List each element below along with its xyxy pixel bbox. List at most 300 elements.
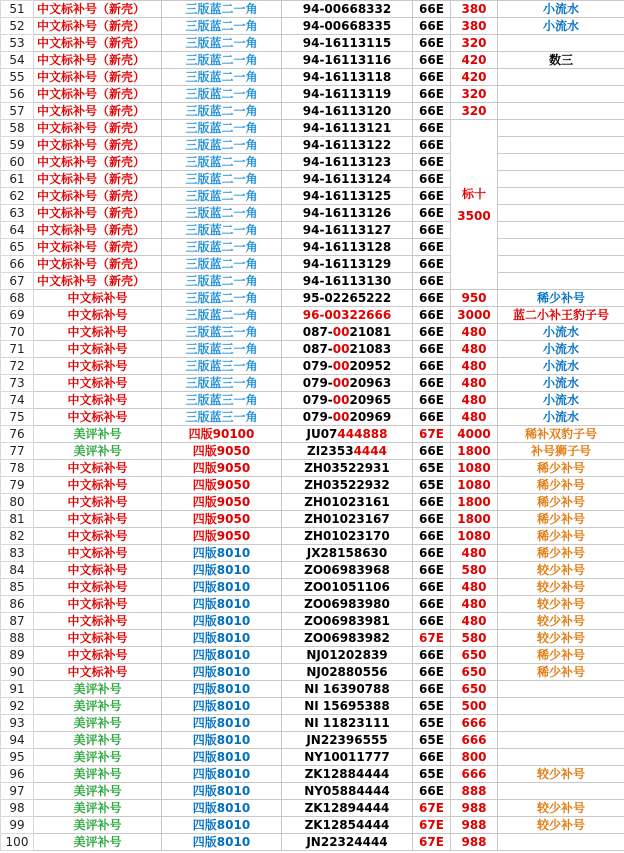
note-cell	[498, 120, 624, 137]
category-cell: 中文标补号	[34, 528, 162, 545]
serial-number-cell: NJ01202839	[282, 647, 413, 664]
price-cell: 650	[451, 681, 498, 698]
table-row	[1, 494, 624, 511]
edition-cell: 四版8010	[162, 715, 282, 732]
grade-cell: 65E	[413, 698, 451, 715]
edition-cell: 三版蓝二一角	[162, 35, 282, 52]
price-cell: 480	[451, 358, 498, 375]
serial-number-cell: ZK12884444	[282, 766, 413, 783]
edition-cell: 四版9050	[162, 511, 282, 528]
merged-price-value: 3500	[457, 208, 491, 223]
category-cell: 美评补号	[34, 732, 162, 749]
note-cell: 稀少补号	[498, 460, 624, 477]
serial-number-cell: JX28158630	[282, 545, 413, 562]
note-cell: 较少补号	[498, 562, 624, 579]
note-cell	[498, 188, 624, 205]
row-number-cell: 98	[1, 800, 34, 817]
category-cell: 中文标补号	[34, 630, 162, 647]
note-cell: 稀少补号	[498, 545, 624, 562]
row-number-cell: 59	[1, 137, 34, 154]
note-cell: 稀少补号	[498, 664, 624, 681]
serial-number-cell: ZO06983981	[282, 613, 413, 630]
category-cell: 中文标补号	[34, 494, 162, 511]
note-cell: 小流水	[498, 18, 624, 35]
table-row	[1, 477, 624, 494]
category-cell: 中文标补号（新壳）	[34, 120, 162, 137]
price-cell: 1800	[451, 494, 498, 511]
grade-cell: 66E	[413, 749, 451, 766]
serial-number-cell: ZO06983982	[282, 630, 413, 647]
table-row	[1, 324, 624, 341]
table-row	[1, 137, 624, 154]
grade-cell: 66E	[413, 103, 451, 120]
note-cell	[498, 171, 624, 188]
grade-cell: 66E	[413, 613, 451, 630]
serial-number-cell: ZK12894444	[282, 800, 413, 817]
table-row	[1, 103, 624, 120]
edition-cell: 四版8010	[162, 749, 282, 766]
grade-cell: 66E	[413, 307, 451, 324]
row-number-cell: 92	[1, 698, 34, 715]
grade-cell: 66E	[413, 596, 451, 613]
table-row	[1, 171, 624, 188]
price-cell: 950	[451, 290, 498, 307]
edition-cell: 三版蓝二一角	[162, 120, 282, 137]
price-cell: 480	[451, 375, 498, 392]
note-cell: 稀少补号	[498, 511, 624, 528]
table-row	[1, 52, 624, 69]
price-cell: 480	[451, 341, 498, 358]
serial-number-cell: NI 11823111	[282, 715, 413, 732]
price-cell: 650	[451, 664, 498, 681]
edition-cell: 四版8010	[162, 596, 282, 613]
serial-number-cell: ZI23534444	[282, 443, 413, 460]
note-cell: 较少补号	[498, 579, 624, 596]
note-cell	[498, 205, 624, 222]
edition-cell: 四版8010	[162, 783, 282, 800]
note-cell	[498, 222, 624, 239]
grade-cell: 65E	[413, 732, 451, 749]
edition-cell: 三版蓝二一角	[162, 290, 282, 307]
serial-number-cell: 94-16113119	[282, 86, 413, 103]
grade-cell: 66E	[413, 324, 451, 341]
table-row	[1, 358, 624, 375]
row-number-cell: 88	[1, 630, 34, 647]
serial-number-cell: NI 15695388	[282, 698, 413, 715]
edition-cell: 三版蓝二一角	[162, 69, 282, 86]
row-number-cell: 74	[1, 392, 34, 409]
note-cell: 小流水	[498, 324, 624, 341]
edition-cell: 四版8010	[162, 732, 282, 749]
table-row	[1, 35, 624, 52]
grade-cell: 66E	[413, 1, 451, 18]
edition-cell: 三版蓝二一角	[162, 307, 282, 324]
price-cell: 988	[451, 834, 498, 851]
table-row	[1, 800, 624, 817]
category-cell: 中文标补号	[34, 647, 162, 664]
serial-number-cell: 94-16113120	[282, 103, 413, 120]
row-number-cell: 95	[1, 749, 34, 766]
price-cell: 1800	[451, 443, 498, 460]
row-number-cell: 87	[1, 613, 34, 630]
edition-cell: 三版蓝三一角	[162, 358, 282, 375]
note-cell	[498, 35, 624, 52]
serial-number-cell: 94-16113122	[282, 137, 413, 154]
category-cell: 中文标补号	[34, 341, 162, 358]
row-number-cell: 55	[1, 69, 34, 86]
note-cell: 稀补双豹子号	[498, 426, 624, 443]
note-cell	[498, 732, 624, 749]
note-cell	[498, 239, 624, 256]
category-cell: 中文标补号	[34, 358, 162, 375]
price-cell: 480	[451, 324, 498, 341]
grade-cell: 66E	[413, 562, 451, 579]
row-number-cell: 96	[1, 766, 34, 783]
edition-cell: 三版蓝三一角	[162, 409, 282, 426]
row-number-cell: 84	[1, 562, 34, 579]
category-cell: 美评补号	[34, 698, 162, 715]
row-number-cell: 89	[1, 647, 34, 664]
row-number-cell: 77	[1, 443, 34, 460]
grade-cell: 66E	[413, 171, 451, 188]
edition-cell: 三版蓝三一角	[162, 392, 282, 409]
category-cell: 中文标补号（新壳）	[34, 18, 162, 35]
price-cell: 3000	[451, 307, 498, 324]
edition-cell: 四版8010	[162, 647, 282, 664]
edition-cell: 四版9050	[162, 477, 282, 494]
edition-cell: 四版9050	[162, 460, 282, 477]
table-row	[1, 766, 624, 783]
edition-cell: 三版蓝二一角	[162, 205, 282, 222]
merged-price-label: 标十	[461, 186, 486, 201]
table-row	[1, 426, 624, 443]
category-cell: 中文标补号	[34, 579, 162, 596]
category-cell: 中文标补号（新壳）	[34, 1, 162, 18]
table-row	[1, 817, 624, 834]
category-cell: 中文标补号（新壳）	[34, 256, 162, 273]
grade-cell: 65E	[413, 477, 451, 494]
price-cell: 988	[451, 800, 498, 817]
grade-cell: 65E	[413, 715, 451, 732]
table-row	[1, 715, 624, 732]
edition-cell: 三版蓝三一角	[162, 341, 282, 358]
table-row	[1, 86, 624, 103]
grade-cell: 67E	[413, 630, 451, 647]
merged-price-cell	[451, 120, 498, 290]
edition-cell: 四版8010	[162, 630, 282, 647]
category-cell: 美评补号	[34, 783, 162, 800]
price-cell: 420	[451, 69, 498, 86]
table-row	[1, 834, 624, 851]
grade-cell: 66E	[413, 222, 451, 239]
table-row	[1, 749, 624, 766]
note-cell	[498, 698, 624, 715]
row-number-cell: 54	[1, 52, 34, 69]
serial-number-cell: 95-02265222	[282, 290, 413, 307]
serial-number-cell: 94-16113123	[282, 154, 413, 171]
note-cell: 较少补号	[498, 766, 624, 783]
note-cell: 稀少补号	[498, 494, 624, 511]
table-row	[1, 256, 624, 273]
category-cell: 中文标补号	[34, 307, 162, 324]
category-cell: 美评补号	[34, 817, 162, 834]
row-number-cell: 78	[1, 460, 34, 477]
table-row	[1, 392, 624, 409]
category-cell: 中文标补号	[34, 392, 162, 409]
serial-number-cell: JN22396555	[282, 732, 413, 749]
serial-number-cell: ZH01023167	[282, 511, 413, 528]
row-number-cell: 67	[1, 273, 34, 290]
grade-cell: 66E	[413, 69, 451, 86]
category-cell: 中文标补号（新壳）	[34, 171, 162, 188]
table-row	[1, 205, 624, 222]
edition-cell: 三版蓝二一角	[162, 256, 282, 273]
table-row	[1, 375, 624, 392]
note-cell	[498, 783, 624, 800]
row-number-cell: 94	[1, 732, 34, 749]
category-cell: 美评补号	[34, 715, 162, 732]
serial-number-cell: NY05884444	[282, 783, 413, 800]
row-number-cell: 60	[1, 154, 34, 171]
category-cell: 中文标补号（新壳）	[34, 154, 162, 171]
price-cell: 800	[451, 749, 498, 766]
category-cell: 中文标补号	[34, 545, 162, 562]
table-row	[1, 596, 624, 613]
edition-cell: 四版8010	[162, 579, 282, 596]
table-row	[1, 120, 624, 137]
serial-number-cell: 94-16113127	[282, 222, 413, 239]
table-body	[1, 1, 624, 851]
grade-cell: 66E	[413, 86, 451, 103]
serial-number-cell: ZO01051106	[282, 579, 413, 596]
grade-cell: 66E	[413, 273, 451, 290]
grade-cell: 67E	[413, 817, 451, 834]
price-cell: 320	[451, 86, 498, 103]
grade-cell: 66E	[413, 137, 451, 154]
row-number-cell: 100	[1, 834, 34, 851]
category-cell: 中文标补号	[34, 290, 162, 307]
edition-cell: 三版蓝二一角	[162, 222, 282, 239]
table-row	[1, 647, 624, 664]
edition-cell: 四版8010	[162, 834, 282, 851]
category-cell: 中文标补号	[34, 596, 162, 613]
edition-cell: 三版蓝二一角	[162, 171, 282, 188]
serial-number-cell: ZO06983968	[282, 562, 413, 579]
row-number-cell: 73	[1, 375, 34, 392]
grade-cell: 67E	[413, 800, 451, 817]
grade-cell: 66E	[413, 341, 451, 358]
grade-cell: 66E	[413, 409, 451, 426]
serial-number-cell: NI 16390788	[282, 681, 413, 698]
serial-number-cell: 087-0021083	[282, 341, 413, 358]
category-cell: 中文标补号（新壳）	[34, 103, 162, 120]
grade-cell: 66E	[413, 35, 451, 52]
table-row	[1, 409, 624, 426]
edition-cell: 四版9050	[162, 528, 282, 545]
serial-number-cell: NY10011777	[282, 749, 413, 766]
row-number-cell: 68	[1, 290, 34, 307]
price-cell: 380	[451, 18, 498, 35]
note-cell: 较少补号	[498, 817, 624, 834]
category-cell: 美评补号	[34, 443, 162, 460]
table-row	[1, 562, 624, 579]
note-cell	[498, 273, 624, 290]
row-number-cell: 90	[1, 664, 34, 681]
serial-number-cell: JU07444888	[282, 426, 413, 443]
note-cell: 蓝二小补王豹子号	[498, 307, 624, 324]
price-cell: 480	[451, 545, 498, 562]
serial-number-cell: JN22324444	[282, 834, 413, 851]
grade-cell: 66E	[413, 290, 451, 307]
grade-cell: 66E	[413, 528, 451, 545]
serial-number-cell: 94-16113118	[282, 69, 413, 86]
row-number-cell: 85	[1, 579, 34, 596]
row-number-cell: 62	[1, 188, 34, 205]
price-cell: 666	[451, 732, 498, 749]
row-number-cell: 72	[1, 358, 34, 375]
note-cell	[498, 137, 624, 154]
edition-cell: 三版蓝二一角	[162, 239, 282, 256]
row-number-cell: 51	[1, 1, 34, 18]
price-cell: 1080	[451, 528, 498, 545]
serial-number-cell: ZH03522931	[282, 460, 413, 477]
serial-number-cell: 94-16113116	[282, 52, 413, 69]
grade-cell: 66E	[413, 154, 451, 171]
row-number-cell: 52	[1, 18, 34, 35]
price-cell: 480	[451, 579, 498, 596]
note-cell: 小流水	[498, 358, 624, 375]
price-cell: 320	[451, 35, 498, 52]
category-cell: 中文标补号	[34, 477, 162, 494]
category-cell: 中文标补号（新壳）	[34, 188, 162, 205]
serial-number-cell: 94-16113115	[282, 35, 413, 52]
category-cell: 美评补号	[34, 766, 162, 783]
row-number-cell: 65	[1, 239, 34, 256]
table-row	[1, 341, 624, 358]
row-number-cell: 97	[1, 783, 34, 800]
edition-cell: 四版8010	[162, 664, 282, 681]
note-cell	[498, 86, 624, 103]
table-row	[1, 613, 624, 630]
table-row	[1, 732, 624, 749]
row-number-cell: 91	[1, 681, 34, 698]
edition-cell: 三版蓝二一角	[162, 103, 282, 120]
grade-cell: 66E	[413, 545, 451, 562]
price-cell: 380	[451, 1, 498, 18]
table-row	[1, 18, 624, 35]
note-cell: 稀少补号	[498, 477, 624, 494]
edition-cell: 三版蓝二一角	[162, 1, 282, 18]
row-number-cell: 66	[1, 256, 34, 273]
grade-cell: 66E	[413, 494, 451, 511]
row-number-cell: 57	[1, 103, 34, 120]
price-cell: 580	[451, 562, 498, 579]
row-number-cell: 93	[1, 715, 34, 732]
serial-number-cell: 94-16113129	[282, 256, 413, 273]
edition-cell: 四版9050	[162, 494, 282, 511]
table-row	[1, 69, 624, 86]
row-number-cell: 58	[1, 120, 34, 137]
grade-cell: 66E	[413, 188, 451, 205]
row-number-cell: 69	[1, 307, 34, 324]
grade-cell: 65E	[413, 460, 451, 477]
row-number-cell: 70	[1, 324, 34, 341]
note-cell	[498, 681, 624, 698]
grade-cell: 66E	[413, 681, 451, 698]
grade-cell: 66E	[413, 647, 451, 664]
table-row	[1, 681, 624, 698]
note-cell: 稀少补号	[498, 528, 624, 545]
table-row	[1, 664, 624, 681]
row-number-cell: 64	[1, 222, 34, 239]
edition-cell: 三版蓝二一角	[162, 273, 282, 290]
row-number-cell: 71	[1, 341, 34, 358]
price-cell: 1080	[451, 460, 498, 477]
price-cell: 4000	[451, 426, 498, 443]
price-cell: 420	[451, 52, 498, 69]
grade-cell: 66E	[413, 664, 451, 681]
price-cell: 988	[451, 817, 498, 834]
edition-cell: 四版8010	[162, 817, 282, 834]
table-row	[1, 239, 624, 256]
edition-cell: 三版蓝二一角	[162, 154, 282, 171]
edition-cell: 三版蓝三一角	[162, 324, 282, 341]
grade-cell: 66E	[413, 120, 451, 137]
edition-cell: 三版蓝二一角	[162, 18, 282, 35]
table-row	[1, 579, 624, 596]
table-row	[1, 630, 624, 647]
row-number-cell: 56	[1, 86, 34, 103]
edition-cell: 三版蓝二一角	[162, 86, 282, 103]
grade-cell: 66E	[413, 392, 451, 409]
grade-cell: 66E	[413, 375, 451, 392]
grade-cell: 67E	[413, 834, 451, 851]
category-cell: 中文标补号	[34, 562, 162, 579]
table-row	[1, 783, 624, 800]
table-row	[1, 460, 624, 477]
category-cell: 中文标补号（新壳）	[34, 205, 162, 222]
note-cell: 较少补号	[498, 800, 624, 817]
serial-number-cell: 94-00668335	[282, 18, 413, 35]
note-cell	[498, 834, 624, 851]
serial-number-cell: NJ02880556	[282, 664, 413, 681]
table-row	[1, 222, 624, 239]
grade-cell: 65E	[413, 766, 451, 783]
category-cell: 中文标补号（新壳）	[34, 86, 162, 103]
note-cell: 较少补号	[498, 630, 624, 647]
price-cell: 480	[451, 613, 498, 630]
row-number-cell: 61	[1, 171, 34, 188]
serial-number-cell: 94-00668332	[282, 1, 413, 18]
row-number-cell: 79	[1, 477, 34, 494]
serial-number-cell: 94-16113125	[282, 188, 413, 205]
table-row	[1, 188, 624, 205]
price-cell: 666	[451, 715, 498, 732]
edition-cell: 四版8010	[162, 613, 282, 630]
table-row	[1, 154, 624, 171]
grade-cell: 66E	[413, 358, 451, 375]
category-cell: 中文标补号（新壳）	[34, 222, 162, 239]
category-cell: 中文标补号	[34, 460, 162, 477]
edition-cell: 三版蓝三一角	[162, 375, 282, 392]
serial-number-cell: ZH01023170	[282, 528, 413, 545]
serial-number-cell: ZH01023161	[282, 494, 413, 511]
price-cell: 666	[451, 766, 498, 783]
note-cell	[498, 715, 624, 732]
note-cell: 稀少补号	[498, 290, 624, 307]
serial-number-cell: 94-16113121	[282, 120, 413, 137]
grade-cell: 66E	[413, 18, 451, 35]
